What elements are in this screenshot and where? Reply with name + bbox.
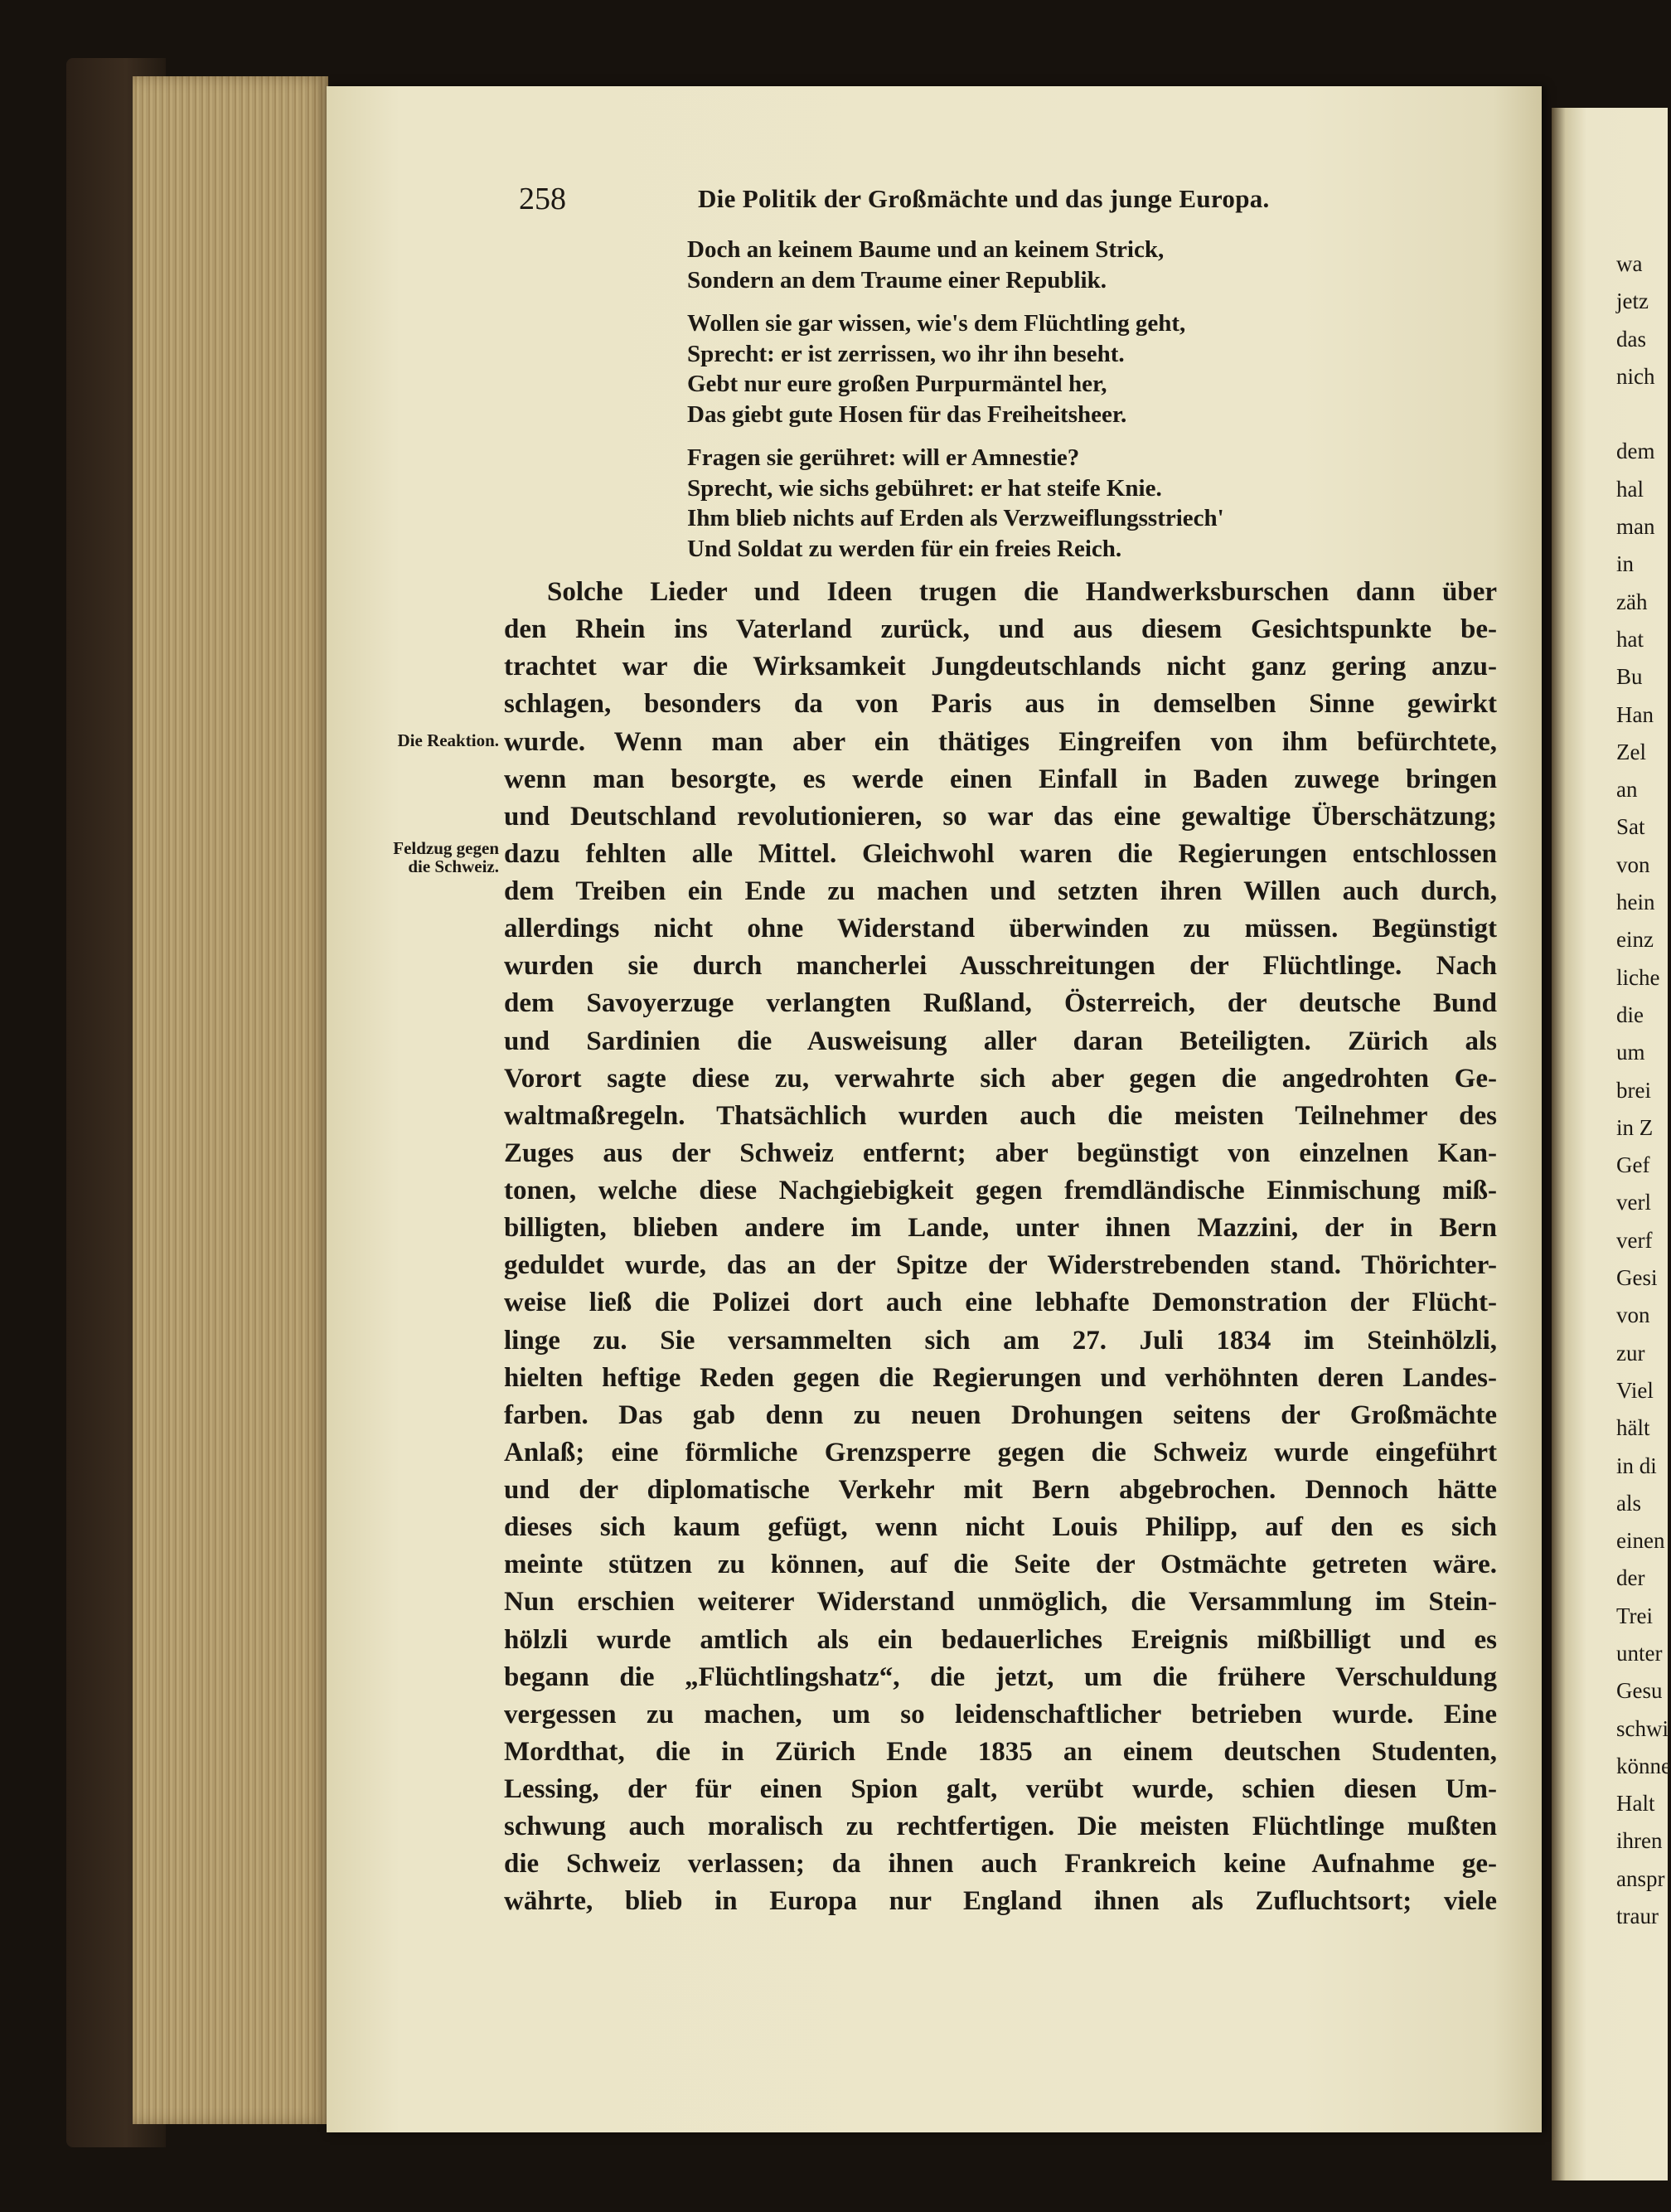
body-line: Solche Lieder und Ideen trugen die Handwerksburschen dann über	[547, 577, 1497, 607]
body-line: währte, blieb in Europa nur England ihnen als Zufluchtsort; viele	[504, 1886, 1497, 1917]
body-line: dieses sich kaum gefügt, wenn nicht Louis Philipp, auf den es sich	[504, 1512, 1497, 1543]
margin-note-line: die Schweiz.	[408, 856, 499, 876]
body-line: Nun erschien weiterer Widerstand unmöglich, die Versammlung im Stein-	[504, 1587, 1497, 1618]
poem-line: Ihm blieb nichts auf Erden als Verzweiflungsstriech'	[687, 505, 1224, 531]
body-line: Mordthat, die in Zürich Ende 1835 an einem deutschen Studenten,	[504, 1736, 1497, 1767]
body-line: hielten heftige Reden gegen die Regierungen und verhöhnten deren Landes-	[504, 1362, 1497, 1393]
right-page-text-fragments: wa jetz das nich dem hal man in zäh hat Bu Han Zel an Sat von hein einz liche die um brei in Z Gef verl verf Gesi von zur Viel hält in di als einen der Trei unter Gesu schwi könne Halt ihren anspr traur	[1616, 251, 1671, 1929]
body-line: dazu fehlten alle Mittel. Gleichwohl waren die Regierungen entschlossen	[504, 838, 1497, 869]
poem-line: Gebt nur eure großen Purpurmäntel her,	[687, 371, 1107, 397]
body-line: Vorort sagte diese zu, verwahrte sich aber gegen die angedrohten Ge-	[504, 1063, 1497, 1094]
body-line: begann die „Flüchtlingshatz“, die jetzt, um die frühere Verschuldung	[504, 1661, 1497, 1692]
poem-line: Wollen sie gar wissen, wie's dem Flüchtling geht,	[687, 310, 1186, 337]
body-line: waltmaßregeln. Thatsächlich wurden auch die meisten Teilnehmer des	[504, 1100, 1497, 1131]
body-line: allerdings nicht ohne Widerstand überwinden zu müssen. Begünstigt	[504, 914, 1497, 944]
body-line: geduldet wurde, das an der Spitze der Widerstrebenden stand. Thörichter-	[504, 1250, 1497, 1281]
body-line: schlagen, besonders da von Paris aus in demselben Sinne gewirkt	[504, 689, 1497, 720]
body-line: farben. Das gab denn zu neuen Drohungen seitens der Großmächte	[504, 1399, 1497, 1430]
body-line: dem Savoyerzuge verlangten Rußland, Österreich, der deutsche Bund	[504, 988, 1497, 1019]
body-line: wurde. Wenn man aber ein thätiges Eingreifen von ihm befürchtete,	[504, 726, 1497, 757]
body-line: und Deutschland revolutionieren, so war das eine gewaltige Überschätzung;	[504, 801, 1497, 832]
body-line: hölzli wurde amtlich als ein bedauerliches Ereignis mißbilligt und es	[504, 1624, 1497, 1655]
poem-line: Fragen sie gerühret: will er Amnestie?	[687, 444, 1080, 471]
poem-line: Sprecht, wie sichs gebühret: er hat steife Knie.	[687, 474, 1162, 502]
body-line: tonen, welche diese Nachgiebigkeit gegen fremdländische Einmischung miß-	[504, 1176, 1497, 1205]
body-text	[504, 574, 1497, 1921]
poem-line: Das giebt gute Hosen für das Freiheitsheer.	[687, 400, 1127, 428]
body-line: und der diplomatische Verkehr mit Bern abgebrochen. Dennoch hätte	[504, 1475, 1497, 1505]
running-title: Die Politik der Großmächte und das junge Europa.	[698, 184, 1270, 213]
body-line: und Sardinien die Ausweisung aller daran Beteiligten. Zürich als	[504, 1026, 1497, 1056]
body-line: Lessing, der für einen Spion galt, verübt wurde, schien diesen Um-	[504, 1774, 1497, 1804]
body-line: weise ließ die Polizei dort auch eine lebhafte Demonstration der Flücht-	[504, 1288, 1497, 1318]
poem-line: Sondern an dem Traume einer Republik.	[687, 266, 1107, 293]
margin-note-reaction: Die Reaktion.	[397, 730, 499, 750]
poem-stanza	[687, 443, 1224, 564]
body-line: billigten, blieben andere im Lande, unter ihnen Mazzini, der in Bern	[504, 1213, 1497, 1244]
body-line: die Schweiz verlassen; da ihnen auch Frankreich keine Aufnahme ge-	[504, 1849, 1497, 1880]
body-line: den Rhein ins Vaterland zurück, und aus diesem Gesichtspunkte be-	[504, 614, 1497, 645]
page-edges	[133, 76, 328, 2124]
body-line: vergessen zu machen, um so leidenschaftlicher betrieben wurde. Eine	[504, 1699, 1497, 1729]
poem-line: Doch an keinem Baume und an keinem Strick,	[687, 236, 1165, 263]
poem-line: Und Soldat zu werden für ein freies Reich.	[687, 535, 1122, 562]
body-line: wurden sie durch mancherlei Ausschreitungen der Flüchtlinge. Nach	[504, 951, 1497, 982]
body-line: schwung auch moralisch zu rechtfertigen. Die meisten Flüchtlinge mußten	[504, 1812, 1497, 1842]
body-line: dem Treiben ein Ende zu machen und setzten ihren Willen auch durch,	[504, 876, 1497, 906]
body-line: meinte stützen zu können, auf die Seite der Ostmächte getreten wäre.	[504, 1550, 1497, 1580]
body-line: linge zu. Sie versammelten sich am 27. Juli 1834 im Steinhölzli,	[504, 1325, 1497, 1356]
page-number: 258	[519, 182, 566, 216]
poem	[687, 235, 1224, 577]
body-line: Zuges aus der Schweiz entfernt; aber begünstigt von einzelnen Kan-	[504, 1138, 1497, 1168]
poem-stanza	[687, 235, 1224, 295]
body-line: Anlaß; eine förmliche Grenzsperre gegen die Schweiz wurde eingeführt	[504, 1437, 1497, 1467]
margin-note-campaign	[340, 839, 499, 876]
poem-stanza	[687, 308, 1224, 429]
margin-note-line: Feldzug gegen	[393, 838, 499, 858]
body-line: trachtet war die Wirksamkeit Jungdeutschlands nicht ganz gering anzu-	[504, 652, 1497, 682]
poem-line: Sprecht: er ist zerrissen, wo ihr ihn beseht.	[687, 340, 1125, 367]
body-line: wenn man besorgte, es werde einen Einfall in Baden zuwege bringen	[504, 764, 1497, 794]
